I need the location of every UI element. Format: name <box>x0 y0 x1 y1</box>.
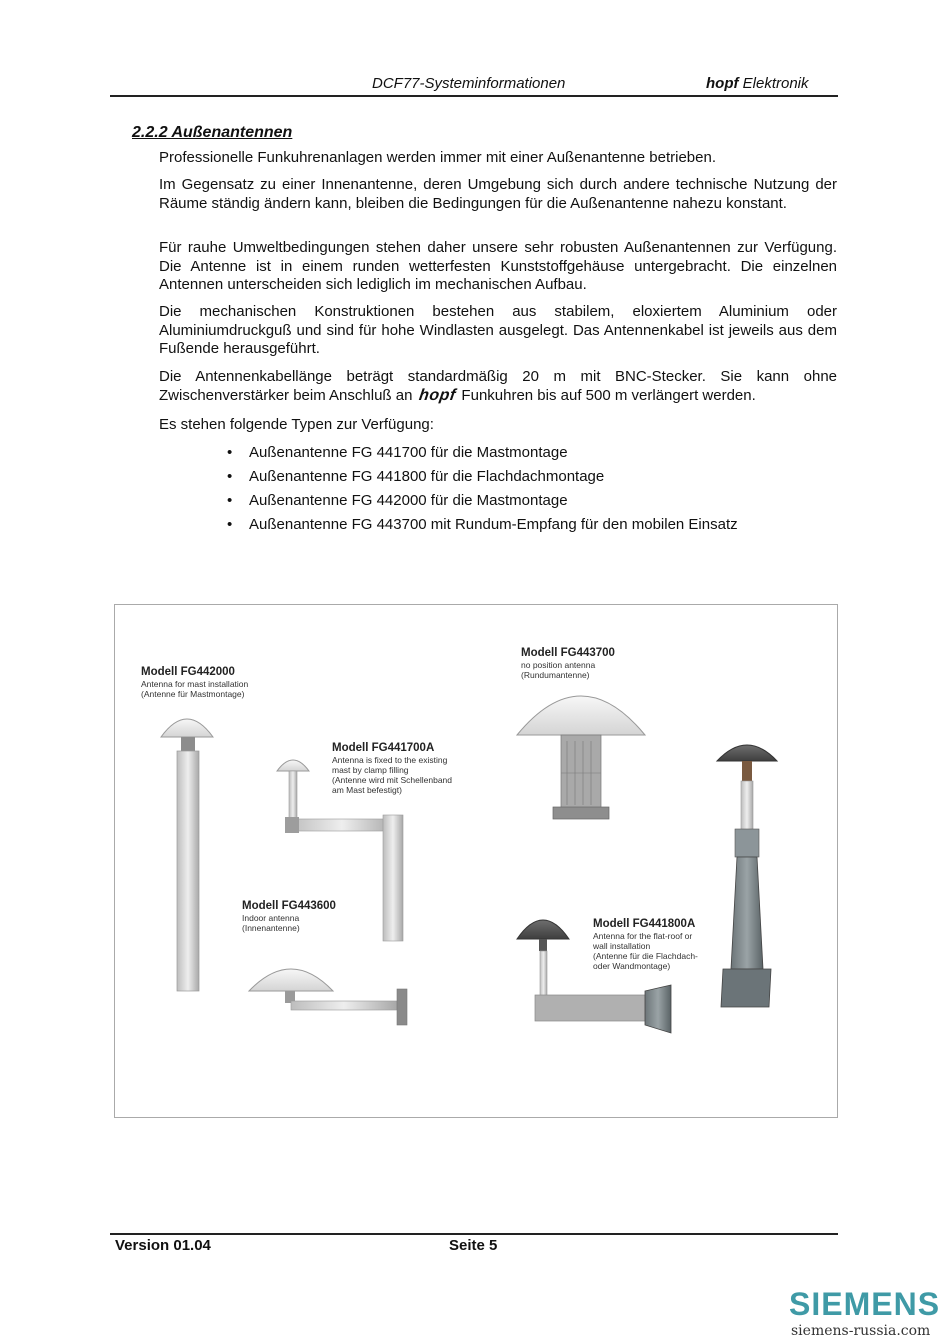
fg443600-desc-1: Indoor antenna <box>242 913 300 923</box>
fg441800a-desc-3: (Antenne für die Flachdach- <box>593 951 698 961</box>
paragraph-3: Für rauhe Umweltbedingungen stehen daher unsere sehr robusten Außenantennen zur Verfügung. Die Antenne ist in einem runden wetterfesten Kunststoffgehäuse untergebracht. Die einzelnen Antennen unterscheiden sich lediglich im mechanischen Aufbau. <box>159 239 837 293</box>
list-item: • Außenantenne FG 441700 für die Mastmontage <box>227 444 738 468</box>
fg441700a-caption <box>332 741 452 795</box>
antenna-figure <box>114 604 838 1118</box>
paragraph-5-text-b: Funkuhren bis auf 500 m verlängert werden. <box>457 386 756 404</box>
header-brand-bold: hopf <box>706 75 739 92</box>
paragraph-5-text-a: Die Antennenkabellänge beträgt standardmäßig 20 m mit BNC-Stecker. Sie kann ohne Zwischenverstärker beim Anschluß an <box>159 368 837 404</box>
fg442000-model: Modell FG442000 <box>141 666 235 678</box>
paragraph-5 <box>159 368 837 405</box>
watermark-url: siemens-russia.com <box>791 1323 931 1339</box>
fg441700a-desc-2: mast by clamp filling <box>332 765 409 775</box>
paragraph-1: Professionelle Funkuhrenanlagen werden immer mit einer Außenantenne betrieben. <box>159 149 716 166</box>
fg443700-desc-1: no position antenna <box>521 660 596 670</box>
fg441800a-desc-4: oder Wandmontage) <box>593 961 671 971</box>
fg443600-caption <box>242 899 336 933</box>
fg443600-antenna <box>249 969 407 1025</box>
fg441800a-desc-2: wall installation <box>593 941 651 951</box>
paragraph-4: Die mechanischen Konstruktionen bestehen aus stabilem, eloxiertem Aluminium oder Aluminiumdruckguß und sind für hohe Windlasten ausgelegt. Das Antennenkabel ist jeweils aus dem Fußende herausgeführt. <box>159 303 837 357</box>
fg443700-antenna <box>517 696 645 819</box>
hopf-logo-inline: hopf <box>417 386 457 404</box>
fg441700a-desc-4: am Mast befestigt) <box>332 785 402 795</box>
fg441800a-desc-1: Antenna for the flat-roof or <box>593 931 693 941</box>
fg441700a-model: Modell FG441700A <box>332 742 435 754</box>
siemens-watermark-logo: SIEMENS <box>789 1286 941 1322</box>
fg442000-antenna <box>161 719 213 991</box>
fg441800a-model: Modell FG441800A <box>593 918 696 930</box>
paragraph-6: Es stehen folgende Typen zur Verfügung: <box>159 416 434 433</box>
list-item: • Außenantenne FG 443700 mit Rundum-Empfang für den mobilen Einsatz <box>227 516 738 540</box>
fg442000-desc-2: (Antenne für Mastmontage) <box>141 689 245 699</box>
fg443600-model: Modell FG443600 <box>242 900 336 912</box>
list-item: • Außenantenne FG 442000 für die Mastmontage <box>227 492 738 516</box>
header-brand <box>706 75 809 92</box>
fg443600-desc-2: (Innenantenne) <box>242 923 300 933</box>
fg443700-desc-2: (Rundumantenne) <box>521 670 590 680</box>
fg441800a-caption <box>593 917 698 971</box>
header-rule <box>110 95 838 97</box>
antenna-type-list <box>227 444 738 540</box>
fg442000-desc-1: Antenna for mast installation <box>141 679 249 689</box>
paragraph-2: Im Gegensatz zu einer Innenantenne, deren Umgebung sich durch andere technische Nutzung der Räume ständig ändern kann, bleiben die Bedingungen für die Außenantenne nahezu konstant. <box>159 176 837 212</box>
header-title: DCF77-Systeminformationen <box>372 75 566 92</box>
fg443700-model: Modell FG443700 <box>521 647 615 659</box>
section-heading: 2.2.2 Außenantennen <box>132 124 293 141</box>
fg441700a-desc-1: Antenna is fixed to the existing <box>332 755 448 765</box>
header-brand-rest: Elektronik <box>738 75 809 92</box>
list-item: • Außenantenne FG 441800 für die Flachdachmontage <box>227 468 738 492</box>
footer-version: Version 01.04 <box>115 1237 211 1254</box>
fg441700a-desc-3: (Antenne wird mit Schellenband <box>332 775 453 785</box>
footer-rule <box>110 1233 838 1235</box>
footer-page-number: Seite 5 <box>449 1237 498 1254</box>
fg442000-caption <box>141 665 248 699</box>
fg443700-caption <box>521 646 615 680</box>
tall-mast-antenna <box>717 745 777 1007</box>
